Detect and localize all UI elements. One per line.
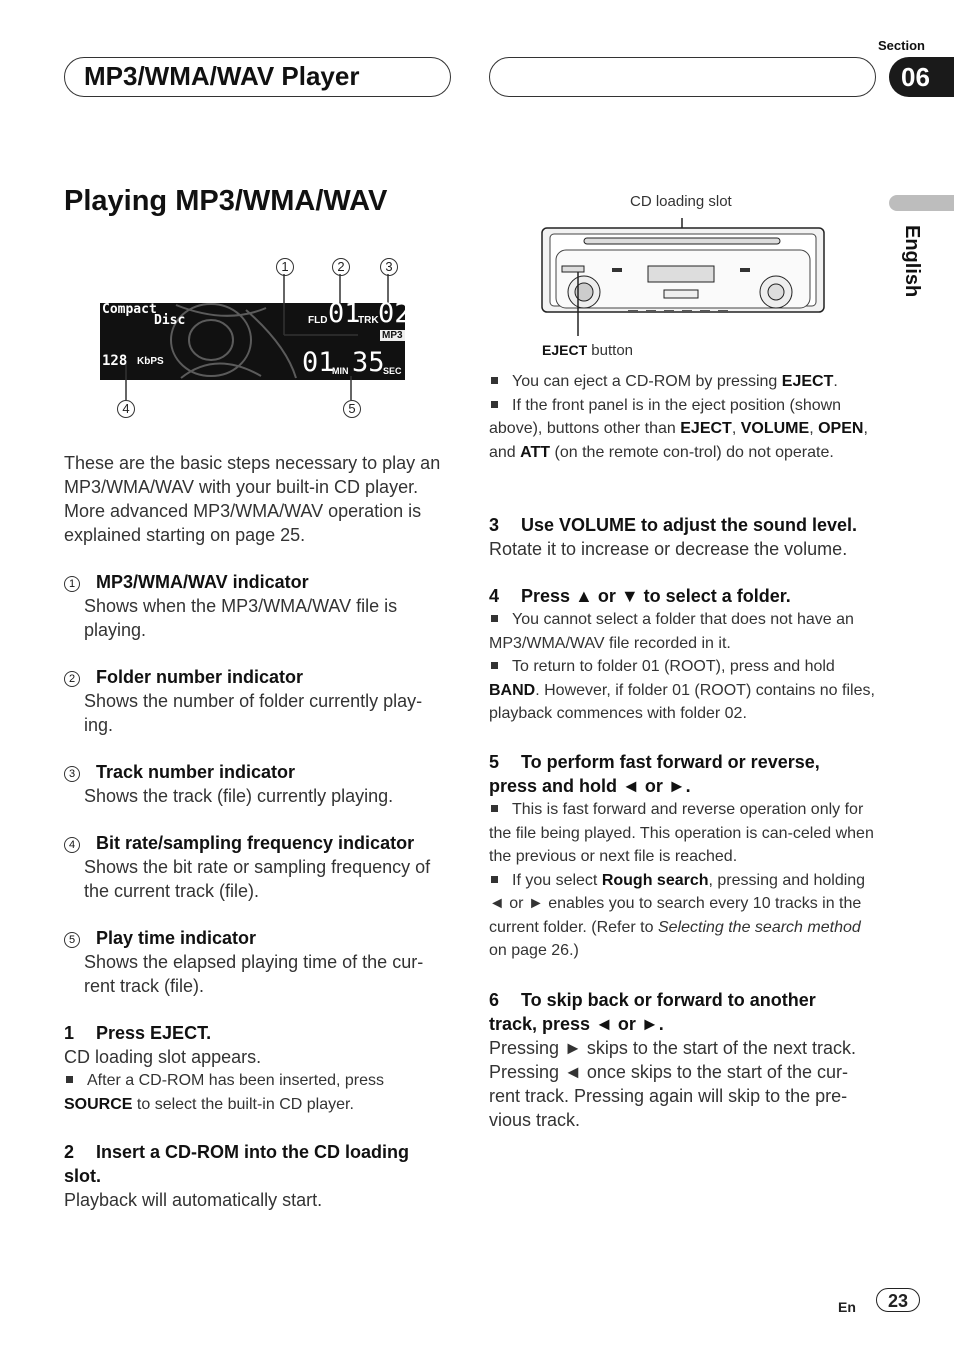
lcd-kbps: KbPS: [137, 356, 164, 367]
indicator-title: MP3/WMA/WAV indicator: [96, 572, 309, 592]
indicator-item: 2 Folder number indicator Shows the number of folder currently play- ing.: [64, 665, 450, 760]
header-title: MP3/WMA/WAV Player: [84, 61, 360, 91]
lcd-compact: Compact: [102, 302, 157, 317]
eject-caption: EJECT button: [542, 342, 634, 359]
page-title: Playing MP3/WMA/WAV: [64, 185, 388, 217]
lcd-fld: FLD: [308, 315, 328, 326]
indicator-title: Bit rate/sampling frequency indicator: [96, 833, 415, 853]
head-unit-diagram: [538, 214, 828, 339]
lcd-mp3: MP3: [382, 330, 403, 341]
section-number-badge: 06: [889, 57, 954, 97]
header-blank-frame: [489, 57, 876, 97]
indicator-item: 5 Play time indicator Shows the elapsed playing time of the cur- rent track (file).: [64, 926, 450, 1021]
lcd-sec: SEC: [383, 366, 402, 376]
cd-slot-caption: CD loading slot: [630, 193, 732, 210]
indicator-title: Play time indicator: [96, 928, 257, 948]
step-5: 5 To perform fast forward or reverse, press and hold ◄ or ►. This is fast forward and reverse operation only for the file being played. This operation is can-celed when the previous or next file is reached. If you select Rough search, pressing and holding ◄ or ► enables you to search every 10 tracks in the current folder. (Refer to Selecting the search method on page 26.): [489, 752, 874, 959]
lcd-min: MIN: [332, 366, 349, 376]
language-label: English: [901, 225, 923, 298]
indicator-list: [64, 570, 450, 1021]
callout-1: 1: [276, 258, 294, 276]
section-label: Section: [878, 38, 925, 53]
language-tab: [889, 195, 954, 211]
lcd-bitrate: 128: [102, 353, 128, 369]
callout-3: 3: [380, 258, 398, 276]
callout-4: 4: [117, 400, 135, 418]
display-diagram: [96, 250, 416, 425]
indicator-item: 3 Track number indicator Shows the track (file) currently playing.: [64, 760, 450, 831]
indicator-item: 1 MP3/WMA/WAV indicator Shows when the MP3/WMA/WAV file is playing.: [64, 570, 450, 665]
callout-5: 5: [343, 400, 361, 418]
lcd-track-num: 02: [378, 298, 411, 329]
lcd-trk: TRK: [358, 315, 379, 326]
indicator-title: Folder number indicator: [96, 667, 304, 687]
intro-paragraph: These are the basic steps necessary to play an MP3/WMA/WAV with your built-in CD player. More advanced MP3/WMA/WAV operation is explained starting on page 25.: [64, 453, 441, 545]
step-4: 4 Press ▲ or ▼ to select a folder. You cannot select a folder that does not have an MP3/WMA/WAV file recorded in it. To return to folder 01 (ROOT), press and hold BAND. However, if folder 01 (ROOT) contains no files, playback commences with folder 02.: [489, 586, 875, 722]
callout-2: 2: [332, 258, 350, 276]
step-1: 1 Press EJECT. CD loading slot appears. After a CD-ROM has been inserted, press SOURCE to select the built-in CD player.: [64, 1023, 385, 1113]
indicator-title: Track number indicator: [96, 762, 296, 782]
eject-notes: You can eject a CD-ROM by pressing EJECT. If the front panel is in the eject position (shown above), buttons other than EJECT, VOLUME, OPEN, and ATT (on the remote con-trol) do not operate.: [489, 373, 868, 461]
lcd-disc: Disc: [154, 313, 186, 328]
step-6: 6 To skip back or forward to another track, press ◄ or ►. Pressing ► skips to the start of the next track. Pressing ◄ once skips to the start of the cur-rent track. Pressing again will skip to the pre-vious track.: [489, 990, 856, 1130]
lcd-seconds: 35: [352, 347, 385, 378]
page-number: 23: [876, 1288, 920, 1312]
lcd-folder-num: 01: [328, 298, 361, 329]
lcd-minutes: 01: [302, 347, 335, 378]
step-2: 2 Insert a CD-ROM into the CD loading slot. Playback will automatically start.: [64, 1142, 409, 1210]
step-1-title: Press EJECT.: [96, 1023, 212, 1043]
footer-lang: En: [838, 1299, 856, 1315]
step-3: 3 Use VOLUME to adjust the sound level. Rotate it to increase or decrease the volume.: [489, 515, 858, 559]
indicator-item: 4 Bit rate/sampling frequency indicator Shows the bit rate or sampling frequency of the current track (file).: [64, 831, 450, 926]
